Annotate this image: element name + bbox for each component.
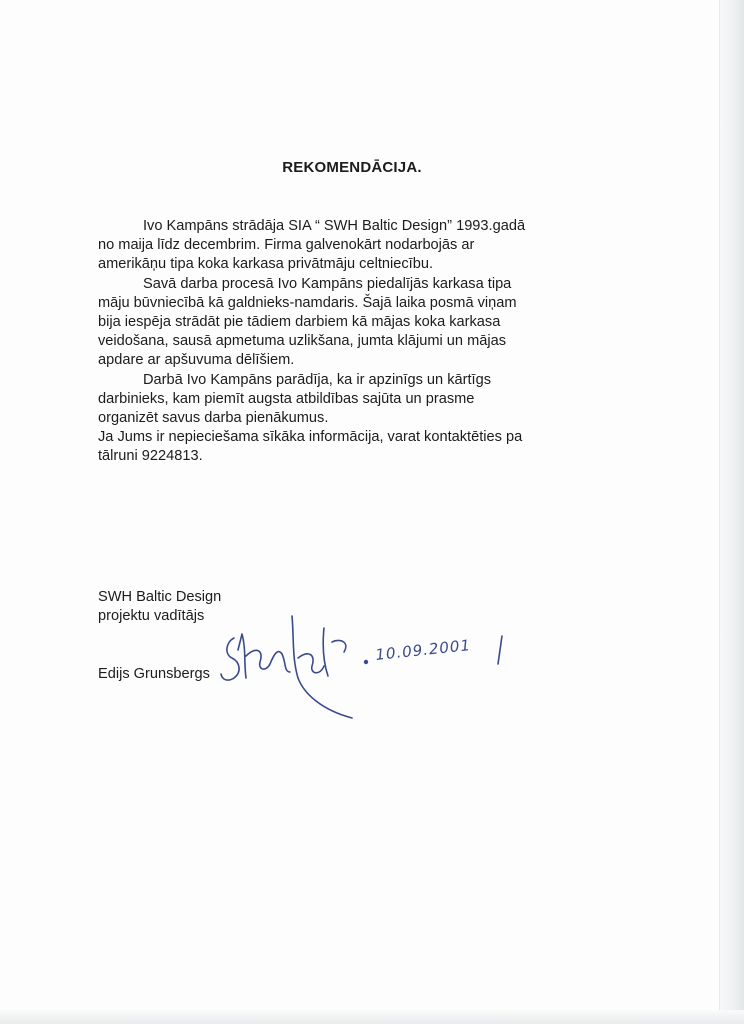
page-bottom-edge bbox=[0, 1010, 744, 1024]
paragraph-2-line-5: apdare ar apšuvuma dēlīšiem. bbox=[98, 352, 295, 369]
paragraph-4-line-2: tālruni 9224813. bbox=[98, 448, 203, 465]
paragraph-1-line-3: amerikāņu tipa koka karkasa privātmāju celtniecību. bbox=[98, 256, 434, 273]
paragraph-3-line-2: darbinieks, kam piemīt augsta atbildības sajūta un prasme bbox=[98, 390, 475, 407]
paragraph-3-line-3: organizēt savus darba pienākumus. bbox=[98, 410, 329, 427]
paragraph-2-line-3: bija iespēja strādāt pie tādiem darbiem kā mājas koka karkasa bbox=[98, 314, 501, 331]
paragraph-1-line-1: Ivo Kampāns strādāja SIA “ SWH Baltic Design” 1993.gadā bbox=[143, 218, 526, 234]
page-edge-shadow bbox=[719, 0, 744, 1024]
paragraph-4-line-1: Ja Jums ir nepieciešama sīkāka informācija, varat kontaktēties pa bbox=[98, 429, 523, 446]
document-title: REKOMENDĀCIJA. bbox=[282, 159, 422, 176]
paragraph-2-line-4: veidošana, sausā apmetuma uzlikšana, jumta klājumi un mājas bbox=[98, 333, 507, 350]
signer-name: Edijs Grunsbergs bbox=[98, 666, 210, 682]
paragraph-1-line-2: no maija līdz decembrim. Firma galvenokārt nodarbojās ar bbox=[98, 237, 475, 254]
handwritten-date: 10.09.2001 bbox=[374, 636, 472, 664]
signer-position: projektu vadītājs bbox=[98, 608, 205, 625]
company-name: SWH Baltic Design bbox=[98, 589, 222, 605]
paragraph-2-line-1: Savā darba procesā Ivo Kampāns piedalījās karkasa tipa bbox=[143, 275, 512, 292]
paragraph-3-line-1: Darbā Ivo Kampāns parādīja, ka ir apzinīgs un kārtīgs bbox=[143, 371, 491, 388]
handwritten-signature bbox=[212, 598, 532, 728]
letter-body bbox=[98, 217, 618, 467]
paragraph-2-line-2: māju būvniecībā kā galdnieks-namdaris. Šajā laika posmā viņam bbox=[98, 294, 517, 311]
